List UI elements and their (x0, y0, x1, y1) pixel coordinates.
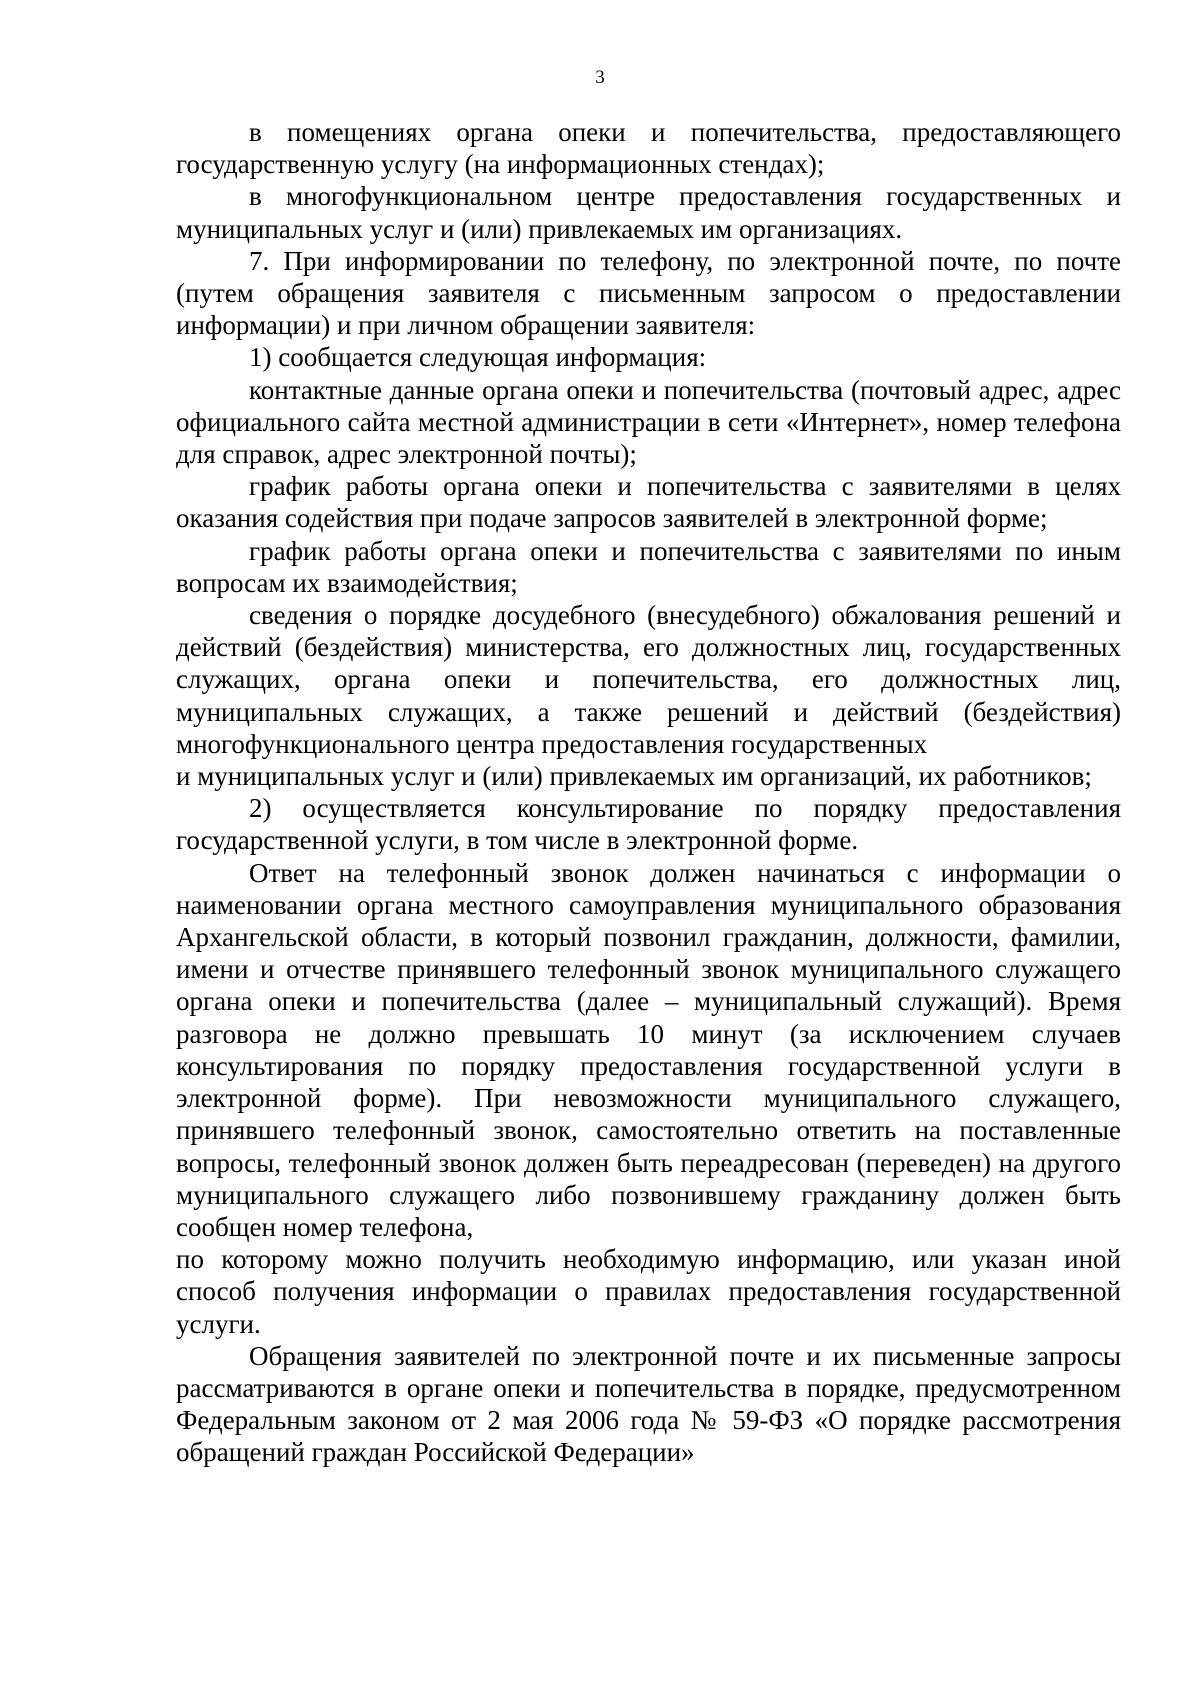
paragraph: в помещениях органа опеки и попечительства, предоставляющего государственную услугу (на информационных стендах); (176, 117, 1121, 180)
paragraph: по которому можно получить необходимую информацию, или указан иной способ получения информации о правилах предоставления государственной услуги. (176, 1244, 1121, 1339)
paragraph: Ответ на телефонный звонок должен начинаться с информации о наименовании органа местного самоуправления муниципального образования Архангельской области, в который позвонил гражданин, должности, фамилии, имени и отчестве принявшего телефонный звонок муниципального служащего органа опеки и попечительства (далее – муниципальный служащий). Время разговора не должно превышать 10 минут (за исключением случаев консультирования по порядку предоставления государственной услуги в электронной форме). При невозможности муниципального служащего, принявшего телефонный звонок, самостоятельно ответить на поставленные вопросы, телефонный звонок должен быть переадресован (переведен) на другого муниципального служащего либо позвонившему гражданину должен быть сообщен номер телефона, (176, 857, 1121, 1242)
page-number: 3 (595, 67, 605, 88)
paragraph: контактные данные органа опеки и попечительства (почтовый адрес, адрес официального сайта местной администрации в сети «Интернет», номер телефона для справок, адрес электронной почты); (176, 374, 1121, 470)
paragraph: 7. При информировании по телефону, по электронной почте, по почте (путем обращения заявителя с письменным запросом о предоставлении информации) и при личном обращении заявителя: (176, 245, 1121, 341)
paragraph: график работы органа опеки и попечительства с заявителями в целях оказания содействия при подаче запросов заявителей в электронной форме; (176, 471, 1121, 534)
document-body (176, 116, 1121, 1469)
paragraph: 2) осуществляется консультирование по порядку предоставления государственной услуги, в том числе в электронной форме. (176, 793, 1121, 856)
paragraph: Обращения заявителей по электронной почте и их письменные запросы рассматриваются в органе опеки и попечительства в порядке, предусмотренном Федеральным законом от 2 мая 2006 года № 59-ФЗ «О порядке рассмотрения обращений граждан Российской Федерации» (176, 1340, 1121, 1468)
paragraph: 1) сообщается следующая информация: (249, 342, 707, 373)
paragraph: график работы органа опеки и попечительства с заявителями по иным вопросам их взаимодействия; (176, 535, 1121, 598)
paragraph: и муниципальных услуг и (или) привлекаемых им организаций, их работников; (176, 761, 1092, 792)
paragraph: в многофункциональном центре предоставления государственных и муниципальных услуг и (или) привлекаемых им организациях. (176, 181, 1121, 244)
paragraph: сведения о порядке досудебного (внесудебного) обжалования решений и действий (бездействия) министерства, его должностных лиц, государственных служащих, органа опеки и попечительства, его должностных лиц, муниципальных служащих, а также решений и действий (бездействия) многофункционального центра предоставления государственных (176, 600, 1121, 759)
